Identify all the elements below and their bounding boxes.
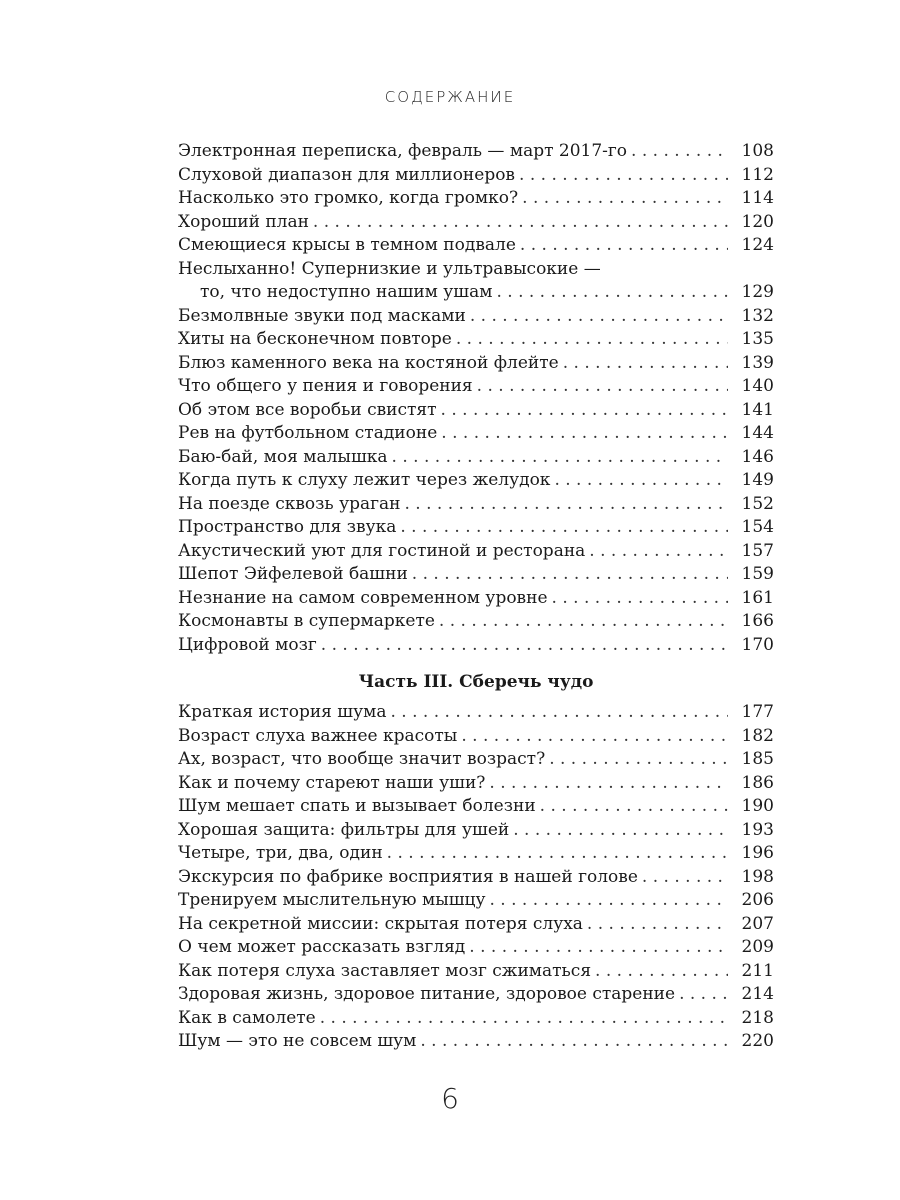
toc-entry-page: 211 [741,960,774,981]
toc-entry-page: 166 [741,611,774,631]
toc-entry-title: то, что недоступно нашим ушам [200,282,493,302]
toc-entry-title: Блюз каменного века на костяной флейте [178,352,559,373]
toc-entry[interactable] [178,1007,774,1031]
toc-entry-page: 114 [741,188,774,208]
toc-entry-page: 135 [741,329,774,349]
toc-entry-title: Космонавты в супермаркете [178,611,435,631]
dot-leader [390,701,728,725]
toc-entry-page: 196 [741,843,774,863]
toc-entry-page: 146 [741,446,774,467]
dot-leader [587,913,728,937]
dot-leader [387,842,728,866]
toc-entry[interactable] [178,587,774,611]
toc-entry-title: Безмолвные звуки под масками [178,305,466,326]
toc-entry-page: 157 [741,540,774,561]
toc-entry[interactable] [178,493,774,517]
toc-entry-title: Возраст слуха важнее красоты [178,725,458,746]
toc-entry-title: Экскурсия по фабрике восприятия в нашей голове [178,866,638,887]
toc-entry-title: Цифровой мозг [178,634,317,655]
toc-list-part-c [178,701,774,1054]
toc-entry-page: 129 [741,282,774,302]
toc-entry-page: 124 [741,235,774,255]
toc-entry[interactable] [178,819,774,843]
toc-entry[interactable] [178,610,774,634]
toc-entry[interactable] [178,211,774,235]
dot-leader [321,634,728,658]
dot-leader [313,211,728,235]
toc-entry[interactable] [178,328,774,352]
toc-entry-page: 159 [741,564,774,584]
toc-entry-title: Электронная переписка, февраль — март 2017-го [178,141,628,161]
toc-entry[interactable] [178,1030,774,1054]
toc-entry-title: Акустический уют для гостиной и ресторана [178,540,586,561]
toc-entry[interactable] [178,563,774,587]
toc-entry-title: Незнание на самом современном уровне [178,587,548,608]
section-heading: Часть III. Сберечь чудо [358,672,594,692]
dot-leader [679,983,728,1007]
dot-leader [520,234,728,258]
dot-leader [320,1007,728,1031]
dot-leader [554,469,728,493]
toc-entry[interactable] [178,983,774,1007]
toc-entry[interactable] [178,889,774,913]
toc-entry-title: Четыре, три, два, один [178,843,383,863]
toc-entry-page: 141 [741,399,774,420]
toc-entry-page: 152 [741,493,774,514]
dot-leader [595,960,728,984]
dot-leader [400,516,728,540]
toc-entry-title: Хорошая защита: фильтры для ушей [178,819,510,840]
toc-entry-title: Тренируем мыслительную мышцу [178,890,486,910]
dot-leader [522,187,728,211]
toc-entry-title: Шепот Эйфелевой башни [178,564,408,584]
toc-entry[interactable] [178,187,774,211]
toc-entry-title: Шум — это не совсем шум [178,1031,417,1051]
toc-entry[interactable] [178,140,774,164]
toc-entry-title: Об этом все воробьи свистят [178,399,437,420]
toc-entry[interactable] [178,913,774,937]
dot-leader [489,889,728,913]
toc-entry-title: Смеющиеся крысы в темном подвале [178,235,516,255]
toc-entry-title: Пространство для звука [178,517,397,537]
toc-entry[interactable] [178,352,774,376]
dot-leader [461,725,728,749]
toc-entry-page: 161 [741,587,774,608]
dot-leader [549,748,728,772]
table-of-contents [178,140,774,1054]
toc-list-part-b [178,305,774,658]
toc-entry-title: Неслыханно! Супернизкие и ультравысокие — [178,258,601,279]
toc-list-part-a [178,140,774,258]
toc-entry-title: Краткая история шума [178,702,387,722]
dot-leader [469,936,728,960]
toc-entry[interactable] [178,469,774,493]
toc-entry[interactable] [178,701,774,725]
toc-entry[interactable] [178,936,774,960]
toc-entry-title: Слуховой диапазон для миллионеров [178,164,516,185]
dot-leader [519,164,728,188]
toc-entry[interactable] [178,960,774,984]
toc-entry[interactable] [178,446,774,470]
dot-leader [552,587,728,611]
toc-entry-page: 182 [741,725,774,746]
toc-entry-title: Насколько это громко, когда громко? [178,188,519,208]
toc-entry-page: 193 [741,819,774,840]
toc-entry[interactable] [178,540,774,564]
toc-entry-page: 177 [741,702,774,722]
toc-entry[interactable] [178,305,774,329]
dot-leader [470,305,728,329]
toc-entry-page: 144 [741,423,774,443]
toc-entry[interactable] [178,842,774,866]
dot-leader [412,563,728,587]
toc-entry-title: Шум мешает спать и вызывает болезни [178,796,536,816]
toc-entry[interactable] [178,234,774,258]
toc-entry-title: Рев на футбольном стадионе [178,423,438,443]
toc-entry[interactable] [178,375,774,399]
toc-entry-title: На секретной миссии: скрытая потеря слуха [178,913,583,934]
toc-entry-page: 139 [741,352,774,373]
toc-entry-page: 218 [741,1007,774,1028]
toc-entry-title: Как потеря слуха заставляет мозг сжиматься [178,960,592,981]
dot-leader [496,281,728,305]
page-number: 6 [441,1082,459,1115]
toc-entry-page: 140 [741,376,774,396]
dot-leader [441,399,728,423]
toc-entry-title: На поезде сквозь ураган [178,493,401,514]
toc-entry-title: Баю-бай, моя малышка [178,446,388,467]
toc-entry-multiline-second-line[interactable] [178,281,774,305]
toc-entry-title: О чем может рассказать взгляд [178,937,466,957]
dot-leader [404,493,728,517]
toc-entry-page: 190 [741,796,774,816]
dot-leader [513,819,728,843]
toc-entry-page: 108 [741,141,774,161]
toc-entry[interactable] [178,164,774,188]
dot-leader [441,422,728,446]
toc-entry-page: 214 [741,984,774,1004]
toc-entry-page: 149 [741,470,774,490]
toc-entry-page: 220 [741,1031,774,1051]
toc-entry-title: Как и почему стареют наши уши? [178,772,486,793]
toc-entry-page: 170 [741,634,774,655]
toc-entry-title: Ах, возраст, что вообще значит возраст? [178,749,546,769]
toc-entry[interactable] [178,748,774,772]
dot-leader [392,446,728,470]
dot-leader [563,352,728,376]
toc-entry-title: Как в самолете [178,1007,316,1028]
dot-leader [540,795,728,819]
toc-entry[interactable] [178,866,774,890]
dot-leader [477,375,728,399]
dot-leader [589,540,728,564]
toc-entry-page: 112 [741,164,774,185]
dot-leader [420,1030,728,1054]
running-header: СОДЕРЖАНИЕ [384,88,516,106]
toc-entry[interactable] [178,399,774,423]
toc-entry-title: Здоровая жизнь, здоровое питание, здоровое старение [178,984,676,1004]
toc-entry[interactable] [178,516,774,540]
toc-entry-page: 185 [741,749,774,769]
toc-entry-title: Что общего у пения и говорения [178,376,473,396]
toc-entry[interactable] [178,634,774,658]
toc-entry-page: 154 [741,517,774,537]
dot-leader [489,772,728,796]
toc-entry[interactable] [178,725,774,749]
toc-entry-page: 206 [741,890,774,910]
dot-leader [439,610,728,634]
toc-entry[interactable] [178,795,774,819]
dot-leader [631,140,728,164]
toc-entry[interactable] [178,422,774,446]
toc-entry-page: 186 [741,772,774,793]
toc-entry-page: 209 [741,937,774,957]
toc-entry-title: Хиты на бесконечном повторе [178,329,452,349]
toc-entry-page: 198 [741,866,774,887]
toc-entry-title: Хороший план [178,211,309,232]
toc-entry-page: 132 [741,305,774,326]
dot-leader [642,866,728,890]
toc-entry[interactable] [178,772,774,796]
toc-entry-title: Когда путь к слуху лежит через желудок [178,470,551,490]
toc-entry-multiline-first-line[interactable] [178,258,774,282]
toc-entry-page: 120 [741,211,774,232]
toc-entry-page: 207 [741,913,774,934]
dot-leader [456,328,728,352]
